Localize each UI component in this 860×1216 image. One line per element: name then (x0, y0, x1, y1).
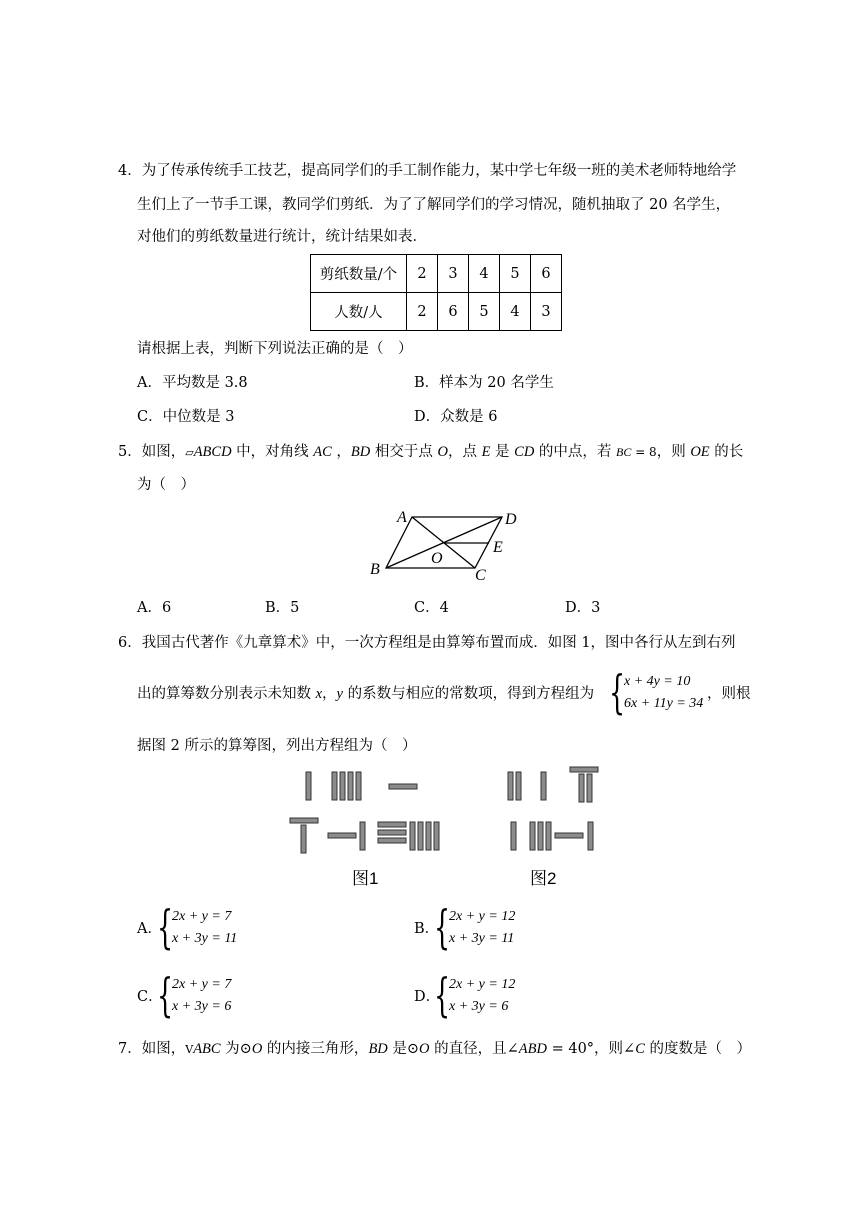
table-cell: 3 (438, 255, 469, 293)
q7-text: 的内接三角形， (262, 1041, 369, 1057)
q6-eq1: x + 4y = 10 (624, 674, 691, 689)
rod (348, 772, 353, 800)
rod (378, 830, 406, 835)
table-cell: 2 (407, 255, 438, 293)
brace-symbol: { (434, 968, 451, 1022)
q6-y: y (336, 686, 343, 702)
table-header-people: 人数/人 (311, 293, 407, 331)
q7-text: = 40°，则∠ (546, 1041, 636, 1057)
rod (290, 818, 318, 823)
q5-text: 相交于点 (370, 444, 438, 460)
q4-line2: 生们上了一节手工课，教同学们剪纸．为了了解同学们的学习情况，随机抽取了 20 名学生， (137, 197, 731, 213)
q5-text: ， (331, 444, 351, 460)
rod (332, 772, 337, 800)
q4-option-a: A．平均数是 3.8 (137, 375, 248, 391)
rod (328, 833, 356, 838)
table-cell: 2 (407, 293, 438, 331)
q5-text: 的长 (709, 444, 744, 460)
rod (301, 825, 306, 853)
rod (418, 822, 423, 850)
q6-option-d-system (449, 974, 515, 1018)
brace-symbol: { (157, 968, 174, 1022)
q5-line1 (118, 442, 743, 463)
q5-text: ，点 (447, 444, 482, 460)
statistics-table (310, 254, 562, 331)
q5-text: 中，对角线 (231, 444, 314, 460)
q4-option-c: C．中位数是 3 (137, 409, 235, 425)
q6-option-c-eq2: x + 3y = 6 (172, 999, 232, 1014)
label-o: O (431, 550, 443, 567)
rod (340, 772, 345, 800)
table-cell: 5 (469, 293, 500, 331)
table-cell: 4 (500, 293, 531, 331)
table-cell: 6 (531, 255, 562, 293)
brace-symbol: { (609, 665, 626, 719)
rod (570, 767, 598, 772)
brace-symbol: { (157, 900, 174, 954)
q7-text: 的度数是（ ） (644, 1041, 751, 1057)
q6-line3: 据图 2 所示的算筹图，列出方程组为（ ） (137, 738, 417, 754)
label-e: E (493, 539, 503, 556)
rod (546, 822, 551, 850)
q5-line2: 为（ ） (137, 477, 195, 493)
q5-option-a: A．6 (137, 600, 172, 616)
q6-option-b-eq1: 2x + y = 12 (449, 909, 516, 924)
rod (360, 822, 365, 850)
q6-option-b-label: B． (414, 921, 440, 937)
q7-abd: ABD (518, 1041, 547, 1057)
table-cell: 6 (438, 293, 469, 331)
table-cell: 4 (469, 255, 500, 293)
rod (516, 772, 521, 800)
q6-x: x (315, 686, 323, 702)
q5-text: ，则 (656, 444, 691, 460)
q6-option-a-eq2: x + 3y = 11 (172, 931, 238, 946)
q4-option-b: B．样本为 20 名学生 (414, 375, 554, 391)
q5-text: 是 (490, 444, 515, 460)
rod (426, 822, 431, 850)
figure1-caption: 图1 (352, 869, 379, 888)
rod (378, 822, 406, 827)
parallelogram-symbol: ▱ (185, 446, 194, 459)
rod (434, 822, 439, 850)
rod (541, 772, 546, 800)
q6-option-a-label: A． (137, 921, 162, 937)
q5-ac: AC (313, 444, 332, 460)
q6-option-c-system (172, 974, 231, 1018)
q7-c: C (635, 1041, 645, 1057)
rod (389, 784, 417, 789)
rod (587, 774, 592, 802)
q6-option-a-system (172, 906, 237, 950)
label-d: D (505, 511, 517, 528)
table-row (311, 255, 562, 293)
q6-eq2: 6x + 11y = 34 (624, 696, 704, 711)
q5-bc: BC (616, 445, 632, 459)
q6-option-d-eq1: 2x + y = 12 (449, 977, 516, 992)
q5-eq: = 8 (631, 445, 657, 459)
q4-prompt: 请根据上表，判断下列说法正确的是（ ） (137, 341, 413, 357)
rod (306, 772, 311, 800)
q6-line2-end: ，则根 (707, 686, 751, 702)
q7-text: 的直径，且∠ (429, 1041, 519, 1057)
q4-line1: 4．为了传承传统手工技艺，提高同学们的手工制作能力，某中学七年级一班的美术老师特地给学 (118, 163, 737, 179)
q5-cd: CD (514, 444, 535, 460)
q7-o: O (251, 1041, 263, 1057)
rod (538, 822, 543, 850)
figure2-caption: 图2 (530, 869, 557, 888)
q5-abcd: ABCD (193, 444, 232, 460)
q7-text: 7．如图， (118, 1041, 186, 1057)
q7-text: 为⊙ (220, 1041, 252, 1057)
q5-o: O (437, 444, 448, 460)
q6-option-d-eq2: x + 3y = 6 (449, 999, 509, 1014)
q5-option-c: C．4 (414, 600, 449, 616)
q6-line2 (137, 684, 594, 704)
q7-bd: BD (368, 1041, 388, 1057)
q4-line3: 对他们的剪纸数量进行统计，统计结果如表． (137, 229, 427, 245)
parallelogram-figure (360, 505, 540, 585)
q6-option-d-label: D． (414, 989, 441, 1005)
q6-text: 出的算筹数分别表示未知数 (137, 686, 316, 702)
q5-bd: BD (350, 444, 371, 460)
q5-e: E (481, 444, 491, 460)
rod (508, 772, 513, 800)
rod (588, 822, 593, 850)
rod (530, 822, 535, 850)
q6-option-a-eq1: 2x + y = 7 (172, 909, 232, 924)
rod (579, 774, 584, 802)
q6-option-b-system (449, 906, 515, 950)
triangle-symbol: V (185, 1043, 194, 1056)
rod (555, 833, 583, 838)
q6-system (624, 671, 703, 715)
label-c: C (475, 567, 486, 584)
rod (410, 822, 415, 850)
q6-text: 的系数与相应的常数项，得到方程组为 (342, 686, 595, 702)
q6-text: ， (322, 686, 337, 702)
q7-line1 (118, 1039, 751, 1060)
q7-o: O (419, 1041, 430, 1057)
q5-text: 5．如图， (118, 444, 186, 460)
q6-option-c-eq1: 2x + y = 7 (172, 977, 232, 992)
q5-oe: OE (690, 444, 710, 460)
q4-option-d: D．众数是 6 (414, 409, 498, 425)
rod (511, 822, 516, 850)
table-cell: 3 (531, 293, 562, 331)
rod (378, 838, 406, 843)
q6-line1: 6．我国古代著作《九章算术》中，一次方程组是由算筹布置而成．如图 1，图中各行从左到右列 (118, 635, 736, 651)
table-header-count: 剪纸数量/个 (311, 255, 407, 293)
q7-abc: ABC (193, 1041, 221, 1057)
rod (356, 772, 361, 800)
label-b: B (370, 561, 380, 578)
table-cell: 5 (500, 255, 531, 293)
q6-option-b-eq2: x + 3y = 11 (449, 931, 515, 946)
table-row (311, 293, 562, 331)
q5-option-b: B．5 (265, 600, 300, 616)
label-a: A (397, 509, 407, 526)
q5-option-d: D．3 (565, 600, 601, 616)
q7-text: 是⊙ (387, 1041, 420, 1057)
counting-rods-figure (280, 760, 620, 855)
q6-option-c-label: C． (137, 989, 163, 1005)
brace-symbol: { (434, 900, 451, 954)
q5-text: 的中点，若 (534, 444, 617, 460)
